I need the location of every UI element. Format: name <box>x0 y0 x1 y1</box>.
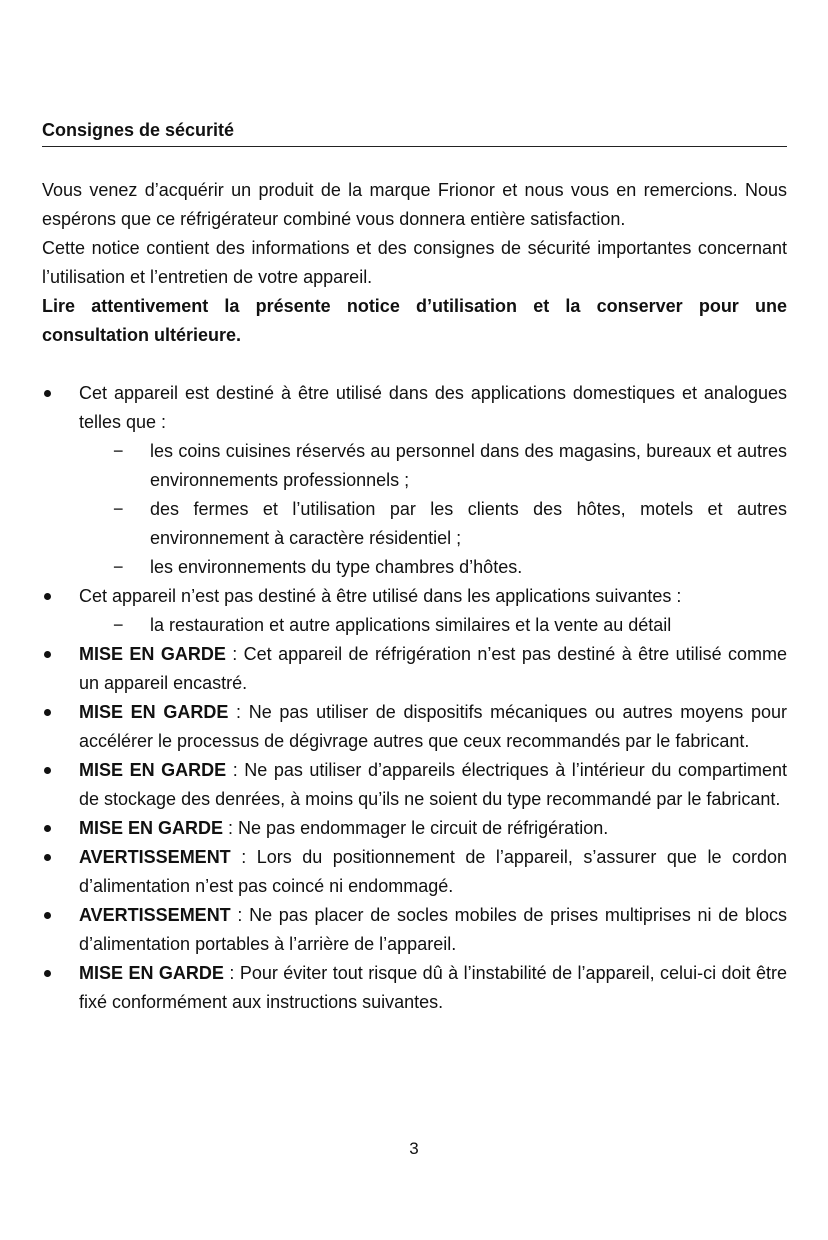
bullet-icon <box>44 767 51 774</box>
list-item-text: : Ne pas placer de socles mobiles de prises multiprises ni de blocs d’alimentation portables à l’arrière de l’appareil. <box>79 905 787 954</box>
warning-label: MISE EN GARDE <box>79 818 224 838</box>
caution-label: AVERTISSEMENT <box>79 905 231 925</box>
bullet-icon <box>44 709 51 716</box>
list-item-warning <box>42 814 787 843</box>
sub-item-text: des fermes et l’utilisation par les clients des hôtes, motels et autres environnement à caractère résidentiel ; <box>150 499 787 548</box>
sub-item-text: la restauration et autre applications similaires et la vente au détail <box>150 615 672 635</box>
dash-icon: − <box>113 615 124 635</box>
warning-label: MISE EN GARDE <box>79 963 224 983</box>
document-body <box>42 176 787 1017</box>
warning-label: MISE EN GARDE <box>79 760 227 780</box>
list-item-text: : Pour éviter tout risque dû à l’instabilité de l’appareil, celui-ci doit être fixé conformément aux instructions suivantes. <box>79 963 787 1012</box>
list-item-warning <box>42 640 787 698</box>
list-item-text: : Cet appareil de réfrigération n’est pas destiné à être utilisé comme un appareil encastré. <box>79 644 787 693</box>
list-item-warning <box>42 756 787 814</box>
dash-icon: − <box>113 557 124 577</box>
warning-label: MISE EN GARDE <box>79 702 229 722</box>
page-number: 3 <box>409 1139 419 1158</box>
bullet-icon <box>44 651 51 658</box>
list-item-text: : Ne pas endommager le circuit de réfrigération. <box>223 818 609 838</box>
document-page <box>42 118 787 1017</box>
sub-item <box>79 611 787 640</box>
sub-list <box>79 437 787 582</box>
bullet-icon <box>44 912 51 919</box>
sub-item <box>79 553 787 582</box>
sub-list <box>79 611 787 640</box>
paragraph-gap <box>42 350 787 379</box>
list-item-warning <box>42 959 787 1017</box>
intro-paragraph-2: Cette notice contient des informations et des consignes de sécurité importantes concernant l’utilisation et l’entretien de votre appareil. <box>42 238 787 287</box>
dash-icon: − <box>113 499 124 519</box>
sub-item <box>79 495 787 553</box>
intro-paragraph-1: Vous venez d’acquérir un produit de la marque Frionor et nous vous en remercions. Nous espérons que ce réfrigérateur combiné vous donnera entière satisfaction. <box>42 180 787 229</box>
bullet-icon <box>44 593 51 600</box>
list-item-text: : Ne pas utiliser de dispositifs mécaniques ou autres moyens pour accélérer le processus de dégivrage autres que ceux recommandés par le fabricant. <box>79 702 787 751</box>
sub-item-text: les coins cuisines réservés au personnel dans des magasins, bureaux et autres environnements professionnels ; <box>150 441 787 490</box>
list-item-text: : Ne pas utiliser d’appareils électriques à l’intérieur du compartiment de stockage des denrées, à moins qu’ils ne soient du type recommandé par le fabricant. <box>79 760 787 809</box>
list-item-text: Cet appareil est destiné à être utilisé dans des applications domestiques et analogues telles que : <box>79 383 787 432</box>
bullet-icon <box>44 390 51 397</box>
list-item-warning <box>42 698 787 756</box>
bullet-icon <box>44 970 51 977</box>
sub-item <box>79 437 787 495</box>
list-item-domestic-use <box>42 379 787 582</box>
sub-item-text: les environnements du type chambres d’hôtes. <box>150 557 523 577</box>
list-item-caution <box>42 843 787 901</box>
warning-label: MISE EN GARDE <box>79 644 226 664</box>
safety-list <box>42 379 787 1017</box>
section-heading: Consignes de sécurité <box>42 118 787 147</box>
bullet-icon <box>44 854 51 861</box>
list-item-text: : Lors du positionnement de l’appareil, s’assurer que le cordon d’alimentation n’est pas coincé ni endommagé. <box>79 847 787 896</box>
bullet-icon <box>44 825 51 832</box>
list-item-excluded-use <box>42 582 787 640</box>
read-notice-warning: Lire attentivement la présente notice d’utilisation et la conserver pour une consultation ultérieure. <box>42 296 787 345</box>
list-item-caution <box>42 901 787 959</box>
caution-label: AVERTISSEMENT <box>79 847 231 867</box>
list-item-text: Cet appareil n’est pas destiné à être utilisé dans les applications suivantes : <box>79 586 682 606</box>
dash-icon: − <box>113 441 124 461</box>
